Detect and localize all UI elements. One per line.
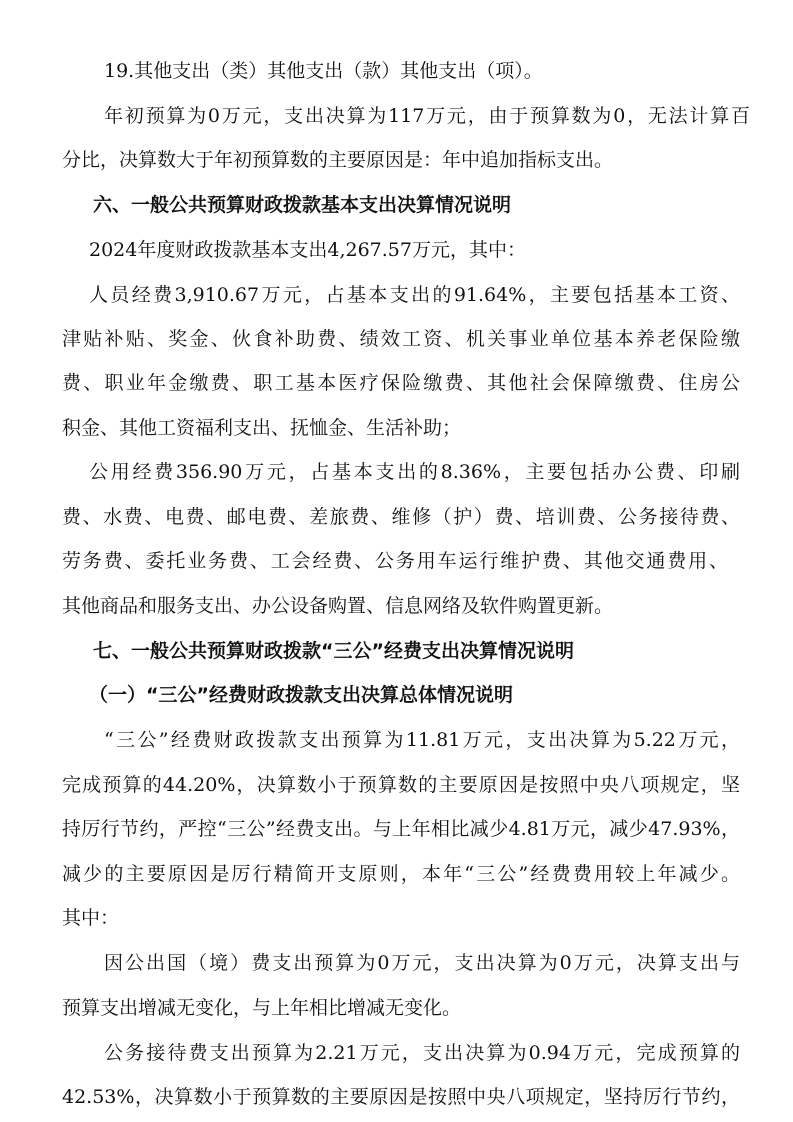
paragraph-line: 减少的主要原因是厉行精简开支原则，本年“三公”经费费用较上年减少。	[62, 863, 740, 885]
paragraph-line: 预算支出增减无变化，与上年相比增减无变化。	[62, 997, 462, 1019]
paragraph-line: 公用经费356.90万元，占基本支出的8.36%，主要包括办公费、印刷	[89, 461, 740, 483]
subsection-heading-one: （一）“三公”经费财政拨款支出决算总体情况说明	[89, 684, 513, 706]
paragraph-line: 完成预算的44.20%，决算数小于预算数的主要原因是按照中央八项规定，坚	[62, 774, 740, 796]
paragraph-line: 费、职业年金缴费、职工基本医疗保险缴费、其他社会保障缴费、住房公	[62, 372, 740, 394]
paragraph-line: 年初预算为0万元，支出决算为117万元，由于预算数为0，无法计算百	[104, 105, 750, 127]
paragraph-line: 其他商品和服务支出、办公设备购置、信息网络及软件购置更新。	[62, 595, 614, 617]
paragraph-line: 积金、其他工资福利支出、抚恤金、生活补助；	[62, 417, 462, 439]
paragraph-line: 公务接待费支出预算为2.21万元，支出决算为0.94万元，完成预算的	[104, 1042, 740, 1064]
paragraph-line: 因公出国（境）费支出预算为0万元，支出决算为0万元，决算支出与	[104, 952, 740, 974]
paragraph-line: 42.53%，决算数小于预算数的主要原因是按照中央八项规定，坚持厉行节约，	[62, 1086, 740, 1108]
paragraph-line: 分比，决算数大于年初预算数的主要原因是：年中追加指标支出。	[62, 149, 614, 171]
paragraph-line: 其中：	[62, 907, 120, 929]
paragraph-line: 费、水费、电费、邮电费、差旅费、维修（护）费、培训费、公务接待费、	[62, 506, 740, 528]
paragraph-line: 劳务费、委托业务费、工会经费、公务用车运行维护费、其他交通费用、	[62, 550, 728, 572]
item-19-heading: 19.其他支出（类）其他支出（款）其他支出（项）。	[104, 60, 543, 82]
paragraph-line: 津贴补贴、奖金、伙食补助费、绩效工资、机关事业单位基本养老保险缴	[62, 328, 740, 350]
paragraph-line: 2024年度财政拨款基本支出4,267.57万元，其中：	[89, 239, 526, 261]
paragraph-line: “三公”经费财政拨款支出预算为11.81万元，支出决算为5.22万元，	[104, 729, 740, 751]
section-heading-six: 六、一般公共预算财政拨款基本支出决算情况说明	[93, 194, 512, 216]
paragraph-line: 持厉行节约，严控“三公”经费支出。与上年相比减少4.81万元，减少47.93%，	[62, 818, 740, 840]
paragraph-line: 人员经费3,910.67万元，占基本支出的91.64%，主要包括基本工资、	[89, 284, 740, 306]
section-heading-seven: 七、一般公共预算财政拨款“三公”经费支出决算情况说明	[93, 640, 574, 662]
